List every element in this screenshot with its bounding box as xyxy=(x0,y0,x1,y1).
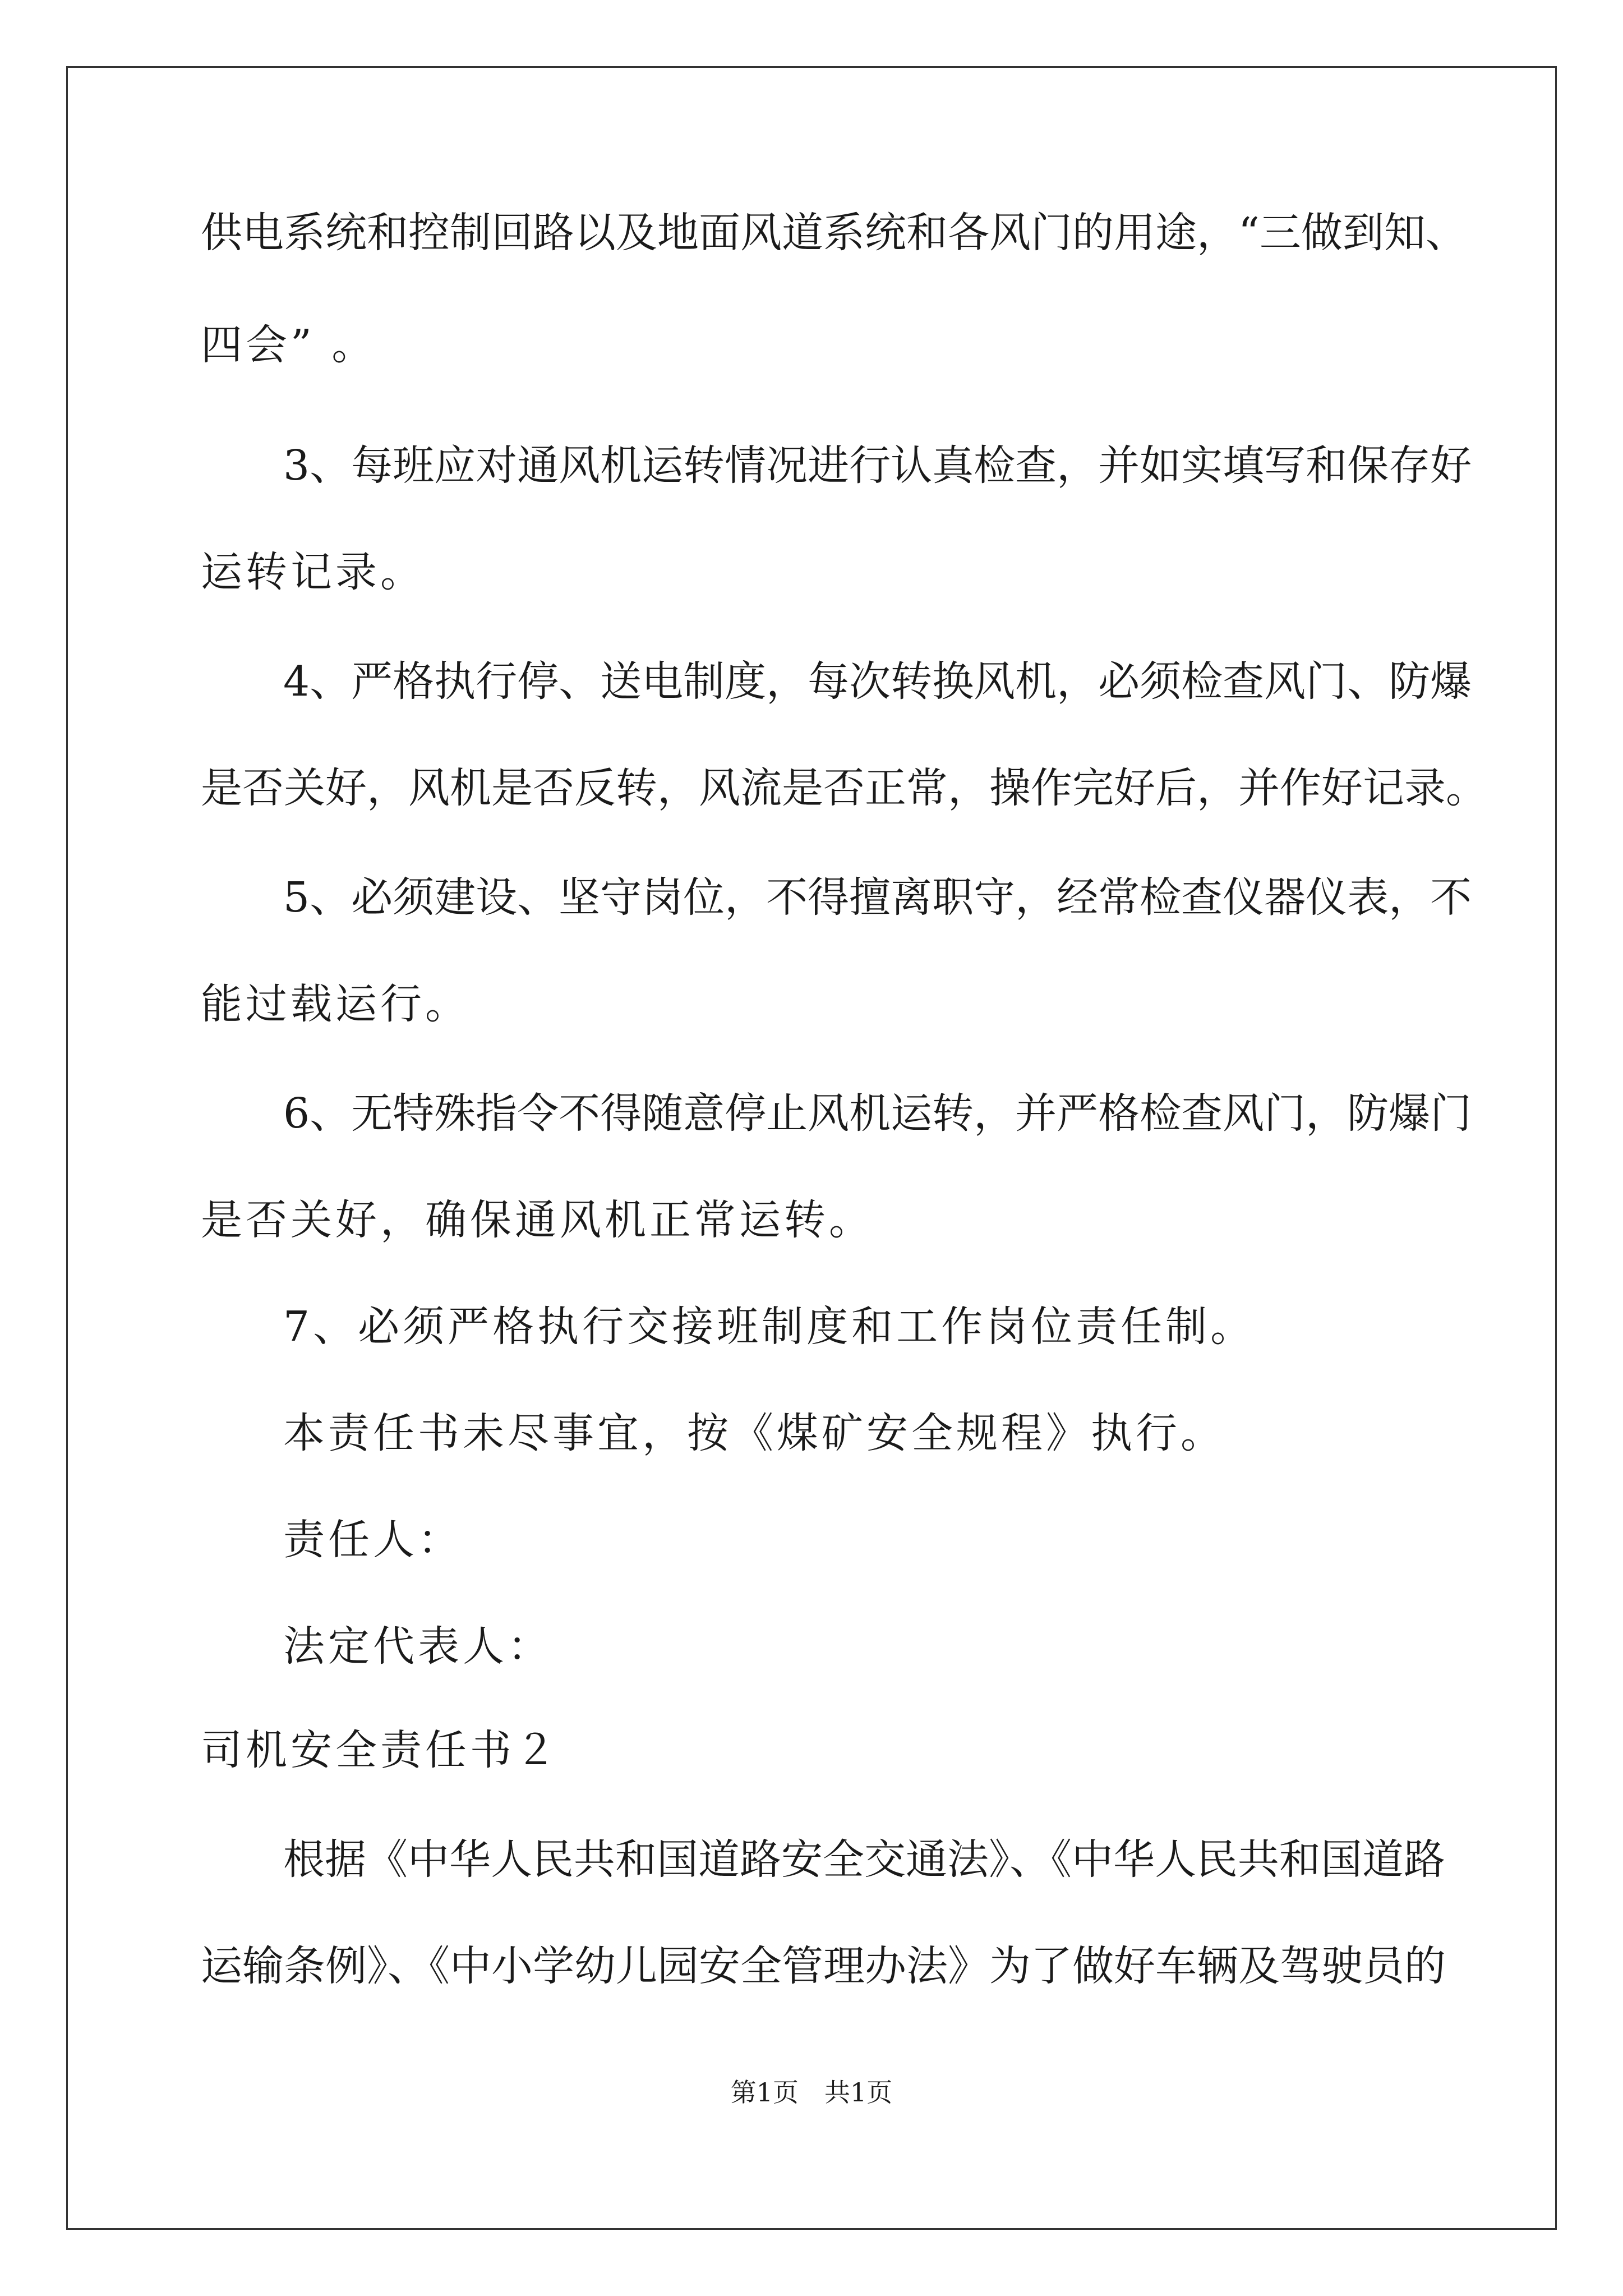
paragraph-line: 供电系统和控制回路以及地面风道系统和各风门的用途，“三做到知、 xyxy=(201,209,1467,257)
signature-label: 责任人： xyxy=(283,1516,463,1564)
paragraph-line: 能过载运行。 xyxy=(201,980,470,1028)
paragraph-line: 运输条例》、《中小学幼儿园安全管理办法》为了做好车辆及驾驶员的 xyxy=(201,1942,1446,1990)
page-border xyxy=(66,66,1557,2230)
paragraph-line: 是否关好，风机是否反转，风流是否正常，操作完好后，并作好记录。 xyxy=(201,764,1487,812)
paragraph-line: 根据《中华人民共和国道路安全交通法》、《中华人民共和国道路 xyxy=(283,1835,1445,1884)
signature-label: 法定代表人： xyxy=(283,1622,552,1671)
paragraph-line: 本责任书未尽事宜，按《煤矿安全规程》执行。 xyxy=(283,1409,1225,1457)
paragraph-line: 是否关好，确保通风机正常运转。 xyxy=(201,1196,874,1244)
paragraph-line: 5、必须建设、坚守岗位，不得擅离职守，经常检查仪器仪表，不 xyxy=(283,873,1472,922)
paragraph-line: 3、每班应对通风机运转情况进行认真检查，并如实填写和保存好 xyxy=(283,441,1472,490)
page-footer: 第1页 共1页 xyxy=(730,2077,893,2108)
paragraph-line: 7、必须严格执行交接班制度和工作岗位责任制。 xyxy=(283,1303,1256,1351)
paragraph-line: 四会” 。 xyxy=(201,321,377,369)
section-heading: 司机安全责任书２ xyxy=(201,1726,560,1774)
paragraph-line: 4、严格执行停、送电制度，每次转换风机，必须检查风门、防爆 xyxy=(283,657,1472,706)
paragraph-line: 6、无特殊指令不得随意停止风机运转，并严格检查风门，防爆门 xyxy=(283,1089,1472,1138)
paragraph-line: 运转记录。 xyxy=(201,548,425,596)
